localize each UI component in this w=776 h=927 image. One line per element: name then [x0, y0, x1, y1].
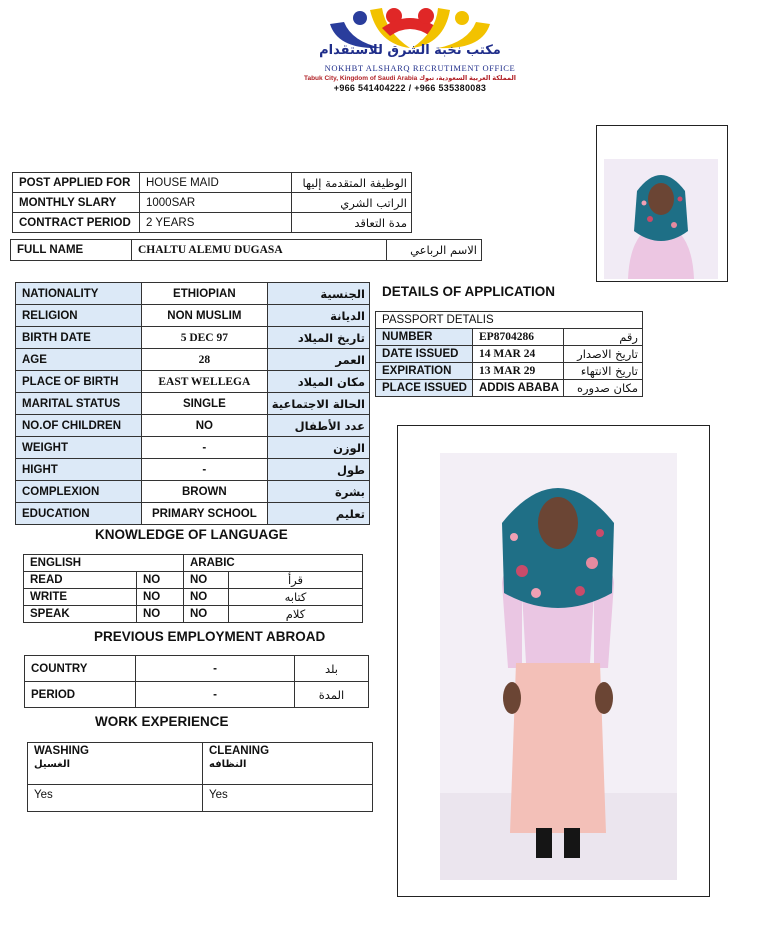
language-arabic-value: NO — [184, 572, 229, 589]
passport-header: PASSPORT DETALIS — [376, 312, 643, 329]
language-table — [23, 554, 363, 623]
job-value: 2 YEARS — [140, 213, 292, 233]
employment-label-ar: المدة — [295, 682, 369, 708]
language-arabic-value: NO — [184, 606, 229, 623]
job-label: CONTRACT PERIOD — [13, 213, 140, 233]
language-english-value: NO — [137, 572, 184, 589]
job-label: POST APPLIED FOR — [13, 173, 140, 193]
experience-washing — [28, 743, 203, 785]
passport-value: 14 MAR 24 — [473, 346, 564, 363]
job-label-ar: مدة التعاقد — [292, 213, 412, 233]
full-body-photo — [440, 453, 677, 880]
personal-label: MARITAL STATUS — [16, 393, 142, 415]
personal-value: PRIMARY SCHOOL — [141, 503, 267, 525]
fullname-label: FULL NAME — [11, 240, 132, 261]
employment-table — [24, 655, 369, 708]
employment-label: COUNTRY — [25, 656, 136, 682]
language-english-value: NO — [137, 606, 184, 623]
passport-label-ar: رقم — [564, 329, 643, 346]
org-address: Tabuk City, Kingdom of Saudi Arabia المملكة العربية السعودية، تبوك — [303, 75, 517, 82]
language-arabic-value: NO — [184, 589, 229, 606]
employment-label: PERIOD — [25, 682, 136, 708]
job-label-ar: الراتب الشري — [292, 193, 412, 213]
personal-label-ar: الحالة الاجتماعية — [267, 393, 369, 415]
personal-label: HIGHT — [16, 459, 142, 481]
passport-value: 13 MAR 29 — [473, 363, 564, 380]
personal-label-ar: العمر — [267, 349, 369, 371]
passport-label-ar: تاريخ الاصدار — [564, 346, 643, 363]
personal-value: 5 DEC 97 — [141, 327, 267, 349]
personal-label: EDUCATION — [16, 503, 142, 525]
personal-label-ar: تعليم — [267, 503, 369, 525]
personal-label-ar: تاريخ الميلاد — [267, 327, 369, 349]
experience-skill-ar: النظافه — [209, 759, 247, 770]
experience-skill-ar: الغسيل — [34, 759, 71, 770]
personal-value: - — [141, 459, 267, 481]
language-col-english: ENGLISH — [24, 555, 184, 572]
personal-value: - — [141, 437, 267, 459]
employment-title: PREVIOUS EMPLOYMENT ABROAD — [94, 629, 326, 644]
job-label: MONTHLY SLARY — [13, 193, 140, 213]
personal-label-ar: طول — [267, 459, 369, 481]
personal-label: PLACE OF BIRTH — [16, 371, 142, 393]
fullname-table — [10, 239, 482, 261]
job-table — [12, 172, 412, 233]
personal-details-table — [15, 282, 370, 525]
personal-label-ar: مكان الميلاد — [267, 371, 369, 393]
personal-label: COMPLEXION — [16, 481, 142, 503]
employment-value: - — [136, 656, 295, 682]
personal-value: SINGLE — [141, 393, 267, 415]
personal-label: NATIONALITY — [16, 283, 142, 305]
passport-value: ADDIS ABABA — [473, 380, 564, 397]
job-label-ar: الوظيفة المتقدمة إليها — [292, 173, 412, 193]
language-col-arabic: ARABIC — [184, 555, 363, 572]
personal-label-ar: الديانة — [267, 305, 369, 327]
personal-value: 28 — [141, 349, 267, 371]
personal-label-ar: الجنسية — [267, 283, 369, 305]
passport-label: NUMBER — [376, 329, 473, 346]
language-title: KNOWLEDGE OF LANGUAGE — [95, 527, 288, 542]
fullname-label-ar: الاسم الرباعي — [387, 240, 482, 261]
personal-label: AGE — [16, 349, 142, 371]
personal-label-ar: الوزن — [267, 437, 369, 459]
language-english-value: NO — [137, 589, 184, 606]
personal-label-ar: عدد الأطفال — [267, 415, 369, 437]
personal-label: RELIGION — [16, 305, 142, 327]
language-skill-label: WRITE — [24, 589, 137, 606]
language-skill-ar: كلام — [229, 606, 363, 623]
experience-value: Yes — [28, 785, 203, 812]
fullname-value: CHALTU ALEMU DUGASA — [132, 240, 387, 261]
experience-skill-en: WASHING — [34, 745, 89, 757]
language-skill-label: SPEAK — [24, 606, 137, 623]
passport-label-ar: مكان صدوره — [564, 380, 643, 397]
experience-table — [27, 742, 373, 812]
personal-label: WEIGHT — [16, 437, 142, 459]
job-value: 1000SAR — [140, 193, 292, 213]
experience-cleaning — [203, 743, 373, 785]
org-name-english: NOKHBT ALSHARQ RECRUTIMENT OFFICE — [324, 63, 516, 73]
employment-value: - — [136, 682, 295, 708]
passport-table — [375, 311, 643, 397]
passport-value: EP8704286 — [473, 329, 564, 346]
experience-skill-en: CLEANING — [209, 745, 270, 757]
passport-label-ar: تاريخ الانتهاء — [564, 363, 643, 380]
passport-label: PLACE ISSUED — [376, 380, 473, 397]
language-skill-ar: كتابه — [229, 589, 363, 606]
experience-value: Yes — [203, 785, 373, 812]
language-skill-ar: قرأ — [229, 572, 363, 589]
personal-label: NO.OF CHILDREN — [16, 415, 142, 437]
language-skill-label: READ — [24, 572, 137, 589]
job-value: HOUSE MAID — [140, 173, 292, 193]
experience-title: WORK EXPERIENCE — [95, 714, 229, 729]
personal-value: BROWN — [141, 481, 267, 503]
passport-label: EXPIRATION — [376, 363, 473, 380]
personal-value: NON MUSLIM — [141, 305, 267, 327]
passport-label: DATE ISSUED — [376, 346, 473, 363]
application-title: DETAILS OF APPLICATION — [382, 284, 555, 299]
personal-label-ar: بشرة — [267, 481, 369, 503]
passport-photo — [604, 159, 718, 279]
personal-value: EAST WELLEGA — [141, 371, 267, 393]
personal-value: NO — [141, 415, 267, 437]
personal-label: BIRTH DATE — [16, 327, 142, 349]
employment-label-ar: بلد — [295, 656, 369, 682]
org-phones: +966 541404222 / +966 535380083 — [333, 83, 487, 93]
personal-value: ETHIOPIAN — [141, 283, 267, 305]
org-name-arabic: مكتب نخبة الشرق للاستقدام — [319, 43, 501, 58]
